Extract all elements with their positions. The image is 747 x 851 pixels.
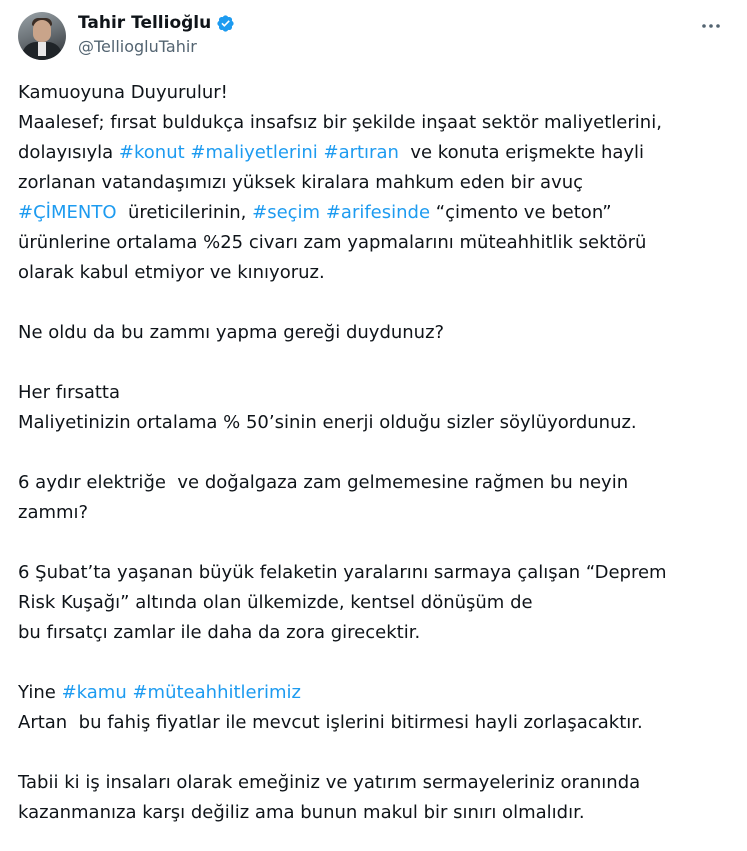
tweet-line: Her fırsatta <box>18 382 121 403</box>
paragraph-gap <box>18 648 730 678</box>
text-segment: dolayısıyla <box>18 142 119 163</box>
author-name[interactable]: Tahir Tellioğlu <box>78 13 212 33</box>
hashtag-link[interactable]: #konut <box>118 142 185 163</box>
author-handle[interactable]: @TelliogluTahir <box>78 37 197 56</box>
tweet-line: Artan bu fahiş fiyatlar ile mevcut işlerini bitirmesi hayli zorlaşacaktır. <box>18 712 643 733</box>
tweet-line: bu fırsatçı zamlar ile daha da zora girecektir. <box>18 622 421 643</box>
tweet-line: Ne oldu da bu zammı yapma gereği duydunuz? <box>18 322 445 343</box>
hashtag-link[interactable]: #seçim <box>252 202 321 223</box>
tweet-line: zorlanan vatandaşımızı yüksek kiralara mahkum eden bir avuç <box>18 172 584 193</box>
tweet-text <box>18 78 730 828</box>
paragraph-gap <box>18 288 730 318</box>
verified-badge-icon <box>216 14 235 33</box>
paragraph-gap <box>18 528 730 558</box>
tweet-line <box>18 198 730 228</box>
tweet-line: kazanmanıza karşı değiliz ama bunun makul bir sınırı olmalıdır. <box>18 802 585 823</box>
tweet-line: zammı? <box>18 502 89 523</box>
hashtag-link[interactable]: #müteahhitlerimiz <box>132 682 301 703</box>
hashtag-link[interactable]: #arifesinde <box>325 202 431 223</box>
tweet-line: olarak kabul etmiyor ve kınıyoruz. <box>18 262 325 283</box>
hashtag-link[interactable]: #maliyetlerini <box>190 142 318 163</box>
tweet-line: ürünlerine ortalama %25 civarı zam yapmalarını müteahhitlik sektörü <box>18 232 647 253</box>
hashtag-link[interactable]: #ÇİMENTO <box>18 202 117 223</box>
hashtag-link[interactable]: #artıran <box>323 142 399 163</box>
text-segment: Yine <box>18 682 62 703</box>
paragraph-gap <box>18 348 730 378</box>
author-name-row <box>78 12 235 34</box>
text-segment: “çimento ve beton” <box>430 202 612 223</box>
tweet-line: Maliyetinizin ortalama % 50’sinin enerji olduğu sizler söylüyordunuz. <box>18 412 637 433</box>
paragraph-gap <box>18 738 730 768</box>
hashtag-link[interactable]: #kamu <box>61 682 127 703</box>
tweet-header <box>18 10 729 62</box>
tweet-line <box>18 138 730 168</box>
text-segment: üreticilerinin, <box>116 202 253 223</box>
tweet-line: Maalesef; fırsat buldukça insafsız bir şekilde inşaat sektör maliyetlerini, <box>18 112 662 133</box>
paragraph-gap <box>18 438 730 468</box>
more-options-button[interactable] <box>699 16 723 36</box>
tweet-line: Tabii ki iş insaları olarak emeğiniz ve yatırım sermayeleriniz oranında <box>18 772 641 793</box>
avatar[interactable] <box>18 12 66 60</box>
tweet-line: 6 Şubat’ta yaşanan büyük felaketin yaralarını sarmaya çalışan “Deprem <box>18 562 667 583</box>
tweet-line: Kamuoyuna Duyurulur! <box>18 82 228 103</box>
tweet-line: 6 aydır elektriğe ve doğalgaza zam gelmemesine rağmen bu neyin <box>18 472 629 493</box>
tweet-line <box>18 678 730 708</box>
text-segment: ve konuta erişmekte hayli <box>398 142 645 163</box>
tweet-line: Risk Kuşağı” altında olan ülkemizde, kentsel dönüşüm de <box>18 592 533 613</box>
more-horizontal-icon <box>699 16 723 36</box>
